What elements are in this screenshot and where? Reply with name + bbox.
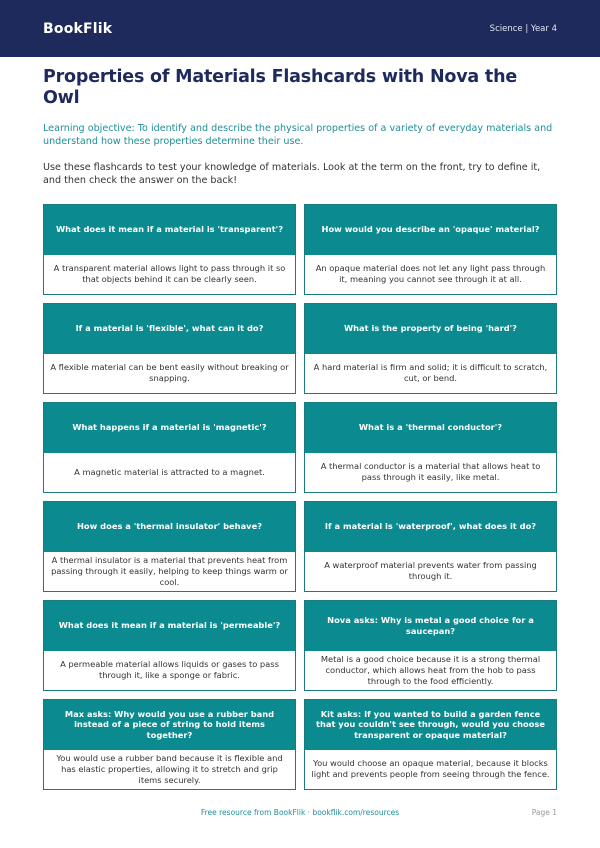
- flashcard-front: Max asks: Why would you use a rubber band instead of a piece of string to hold items together?: [44, 700, 295, 750]
- flashcard[interactable]: [304, 402, 557, 493]
- flashcard[interactable]: [43, 600, 296, 691]
- flashcard-front: If a material is 'waterproof', what does it do?: [305, 502, 556, 552]
- flashcard-front: What is the property of being 'hard'?: [305, 304, 556, 354]
- main-content: [0, 67, 600, 790]
- flashcard[interactable]: [304, 501, 557, 592]
- flashcard-back: A magnetic material is attracted to a magnet.: [44, 453, 295, 492]
- flashcard-back: You would use a rubber band because it is flexible and has elastic properties, allowing it to stretch and grip items securely.: [44, 750, 295, 789]
- flashcard-front: What is a 'thermal conductor'?: [305, 403, 556, 453]
- flashcard-front: If a material is 'flexible', what can it do?: [44, 304, 295, 354]
- flashcard[interactable]: [43, 303, 296, 394]
- flashcard-back: A flexible material can be bent easily without breaking or snapping.: [44, 354, 295, 393]
- header-bar: [0, 0, 600, 57]
- intro-text: Use these flashcards to test your knowledge of materials. Look at the term on the front, try to define it, and then check the answer on the back!: [43, 161, 541, 187]
- flashcard-front: Nova asks: Why is metal a good choice for a saucepan?: [305, 601, 556, 651]
- page-title: Properties of Materials Flashcards with Nova the Owl: [43, 67, 518, 108]
- flashcard-back: A waterproof material prevents water from passing through it.: [305, 552, 556, 591]
- brand-logo[interactable]: BookFlik: [43, 20, 113, 37]
- flashcard-back: A thermal conductor is a material that allows heat to pass through it easily, like metal.: [305, 453, 556, 492]
- flashcard-back: A thermal insulator is a material that prevents heat from passing through it easily, helping to keep things warm or cool.: [44, 552, 295, 591]
- flashcard[interactable]: [304, 600, 557, 691]
- flashcard-back: A permeable material allows liquids or gases to pass through it, like a sponge or fabric.: [44, 651, 295, 690]
- learning-objective: Learning objective: To identify and describe the physical properties of a variety of everyday materials and understand how these properties determine their use.: [43, 123, 553, 148]
- flashcard[interactable]: [304, 699, 557, 790]
- flashcard[interactable]: [304, 204, 557, 295]
- subject-year-label: Science | Year 4: [489, 23, 557, 34]
- flashcard-back: An opaque material does not let any light pass through it, meaning you cannot see through it at all.: [305, 255, 556, 294]
- flashcard[interactable]: [304, 303, 557, 394]
- flashcard[interactable]: [43, 501, 296, 592]
- page-number: Page 1: [531, 808, 557, 817]
- flashcard-grid: [43, 204, 557, 790]
- flashcard[interactable]: [43, 204, 296, 295]
- flashcard[interactable]: [43, 402, 296, 493]
- flashcard-front: What does it mean if a material is 'transparent'?: [44, 205, 295, 255]
- footer-link[interactable]: Free resource from BookFlik · bookflik.com/resources: [200, 808, 400, 817]
- flashcard-back: A transparent material allows light to pass through it so that objects behind it can be clearly seen.: [44, 255, 295, 294]
- flashcard-front: What happens if a material is 'magnetic'?: [44, 403, 295, 453]
- flashcard-back: A hard material is firm and solid; it is difficult to scratch, cut, or bend.: [305, 354, 556, 393]
- flashcard-back: Metal is a good choice because it is a strong thermal conductor, which allows heat from the hob to pass through to the food efficiently.: [305, 651, 556, 690]
- flashcard-back: You would choose an opaque material, because it blocks light and prevents people from seeing through the fence.: [305, 750, 556, 789]
- flashcard-front: How would you describe an 'opaque' material?: [305, 205, 556, 255]
- flashcard-front: How does a 'thermal insulator' behave?: [44, 502, 295, 552]
- flashcard-front: What does it mean if a material is 'permeable'?: [44, 601, 295, 651]
- flashcard-front: Kit asks: If you wanted to build a garden fence that you couldn't see through, would you choose transparent or opaque material?: [305, 700, 556, 750]
- flashcard[interactable]: [43, 699, 296, 790]
